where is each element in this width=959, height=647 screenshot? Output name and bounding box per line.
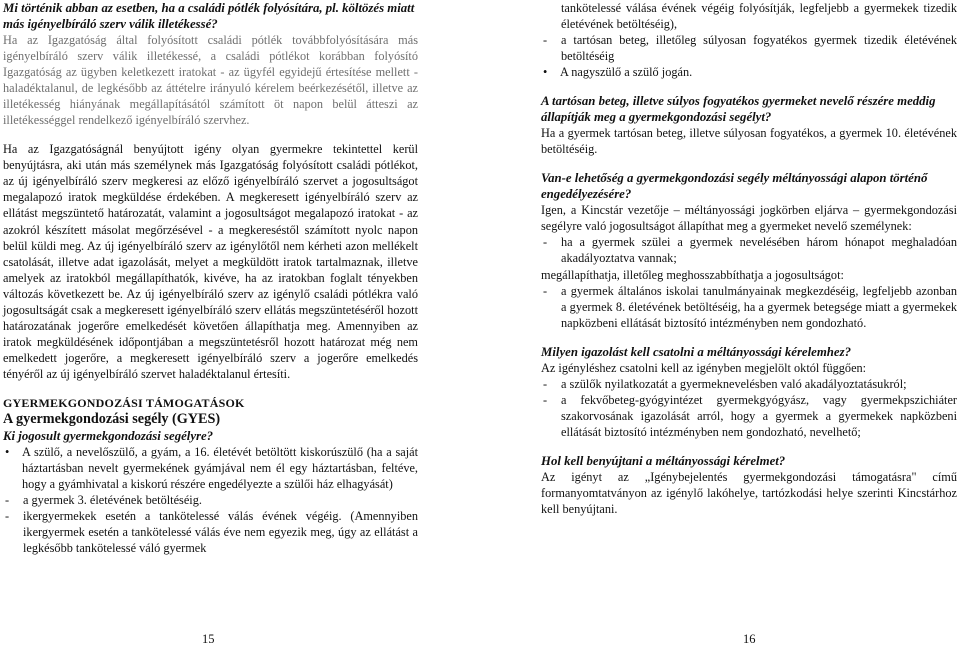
question-heading-eligibility: Ki jogosult gyermekgondozási segélyre? [3, 428, 214, 443]
dash-marker: - [543, 392, 548, 407]
list-item-text: a gyermek 3. életévének betöltéséig. [23, 493, 202, 508]
right-page-column [541, 0, 957, 517]
list-item-text: a fekvőbeteg-gyógyintézet gyermekgyógyász, vagy gyermekpszichiáter szakorvosának igazolását arról, hogy a gyermek a gyermekek napközbeni ellátását biztosító intézményben nem gondozható, nevelhető; [561, 392, 957, 439]
page-number-left: 15 [202, 632, 215, 646]
page-number-right: 16 [743, 632, 756, 646]
question-heading-certificate: Milyen igazolást kell csatolni a méltányossági kérelemhez? [541, 344, 851, 359]
list-item [541, 32, 957, 64]
paragraph-transfer: Ha az Igazgatóság által folyósított családi pótlék továbbfolyósítására más igényelbíráló szerv válik illetékessé, a családi pótlékot korábban folyósító Igazgatóság az ügyben keletkezett iratokat - az ügyfél egyidejű értesítése mellett - haladéktalanul, de legkésőbb az áttételre irányuló kérelem beérkezésétől, illetve az illetékesség hiányának megállapításától számított öt napon belül átteszi az illetékességgel rendelkező igényelbíráló szervhez. [3, 33, 418, 128]
bullet-marker: • [543, 65, 548, 80]
list-item [3, 508, 418, 556]
bullet-marker: • [5, 444, 10, 459]
list-item [541, 392, 957, 440]
list-item-text: a tartósan beteg, illetőleg súlyosan fogyatékos gyermek tizedik életévének betöltéséig [561, 33, 957, 64]
paragraph-extend: megállapíthatja, illetőleg meghosszabbíthatja a jogosultságot: [541, 267, 844, 282]
question-heading-equity: Van-e lehetőség a gyermekgondozási segély méltányossági alapon történő engedélyezésére? [541, 171, 928, 202]
section-heading: GYERMEKGONDOZÁSI TÁMOGATÁSOK [3, 395, 245, 410]
dash-marker: - [5, 493, 10, 508]
list-item [541, 234, 957, 266]
list-item-text: A szülő, a nevelőszülő, a gyám, a 16. életévét betöltött kiskorúszülő (ha a saját háztartásban nevelt gyermekének gyámjával nem él egy háztartásban, feltéve, hogy a gyámhivatal a kiskorú részére engedélyezte a szülői ház elhagyását) [22, 444, 418, 492]
dash-marker: - [543, 283, 548, 298]
paragraph-new-claim: Ha az Igazgatóságnál benyújtott igény olyan gyermekre tekintettel kerül benyújtásra, aki után más személynek más Igazgatóság folyósított családi pótlékot, az új igényelbíráló szerv megkeresi az előző igényelbíráló szervet a jogosultságot megalapozó iratok megküldése érdekében. A megkeresett igényelbíráló szerv az ellátást megszüntető határozatát, valamint a jogosultságot megalapozó iratokat - az azokról készített másolat megőrzésével - a megkereséstől számított nyolc napon belül küldi meg. Az új igényelbíráló szerv az igénylőtől nem kérheti azon mellékelt csatolását, illetve adat igazolását, melyet a megküldött iratok tartalmaznak, illetve amelyek az iratokból megállapíthatók, kivéve, ha az iratokban foglalt tényekben változás következett be. Az új igényelbíráló szerv az igénylő családi pótlékra való jogosultságát csak a megkeresett igényelbíráló szerv ellátás megszüntetéséről hozott határozatának jogerőre emelkedését követően állapíthatja meg. Amennyiben az iratok megküldésének időpontjában a megszüntetésről hozott határozat még nem emelkedett jogerőre, a megkeresett igényelbíráló szerv a jogerőre emelkedés tényéről az új igényelbíráló szervet haladéktalanul értesíti. [3, 142, 418, 381]
question-heading-relocation: Mi történik abban az esetben, ha a családi pótlék folyósítára, pl. költözés miatt más igényelbíráló szerv válik illetékessé? [3, 1, 415, 31]
paragraph-attach: Az igényléshez csatolni kell az igényben megjelölt októl függően: [541, 360, 867, 375]
question-heading-submit: Hol kell benyújtani a méltányossági kérelmet? [541, 453, 786, 468]
list-item-text: ha a gyermek szülei a gyermek nevelésében három hónapot meghaladóan akadályoztatva vannak; [561, 235, 957, 266]
list-item [541, 64, 957, 80]
list-item-text: ikergyermekek esetén a tankötelessé válás évének végéig. (Amennyiben ikergyermek esetén a tankötelessé válás éve nem egyezik meg, úgy az ellátást a legkésőbb tankötelessé váló gyermek [23, 509, 418, 556]
list-item [3, 444, 418, 492]
paragraph-equity-answer: Igen, a Kincstár vezetője – méltányossági jogkörben eljárva – gyermekgondozási segélyre való jogosultságot állapíthat meg a gyermeket nevelő személynek: [541, 203, 957, 234]
list-item [3, 492, 418, 508]
dash-marker: - [543, 376, 548, 391]
list-item-text: A nagyszülő a szülő jogán. [560, 65, 693, 80]
dash-marker: - [543, 235, 548, 250]
paragraph-chronic-answer: Ha a gyermek tartósan beteg, illetve súlyosan fogyatékos, a gyermek 10. életévének betöltéséig. [541, 126, 957, 157]
subsection-heading: A gyermekgondozási segély (GYES) [3, 410, 221, 427]
list-item-continuation [541, 0, 957, 32]
dash-marker: - [5, 509, 10, 524]
question-heading-chronic: A tartósan beteg, illetve súlyos fogyatékos gyermeket nevelő részére meddig állapítják meg a gyermekgondozási segélyt? [541, 94, 936, 125]
list-item [541, 283, 957, 331]
dash-marker: - [543, 33, 548, 48]
list-item [541, 376, 957, 392]
list-item-text: tankötelessé válása évének végéig folyósítják, legfeljebb a gyermekek tizedik életévének betöltéséig), [561, 1, 957, 32]
list-item-text: a szülők nyilatkozatát a gyermeknevelésben való akadályoztatásukról; [561, 376, 907, 391]
paragraph-submit: Az igényt az „Igénybejelentés gyermekgondozási támogatásra" című formanyomtatványon az igénylő lakóhelye, tartózkodási helye szerinti Kincstárhoz kell benyújtani. [541, 469, 957, 517]
left-page-column [3, 0, 418, 556]
list-item-text: a gyermek általános iskolai tanulmányainak megkezdéséig, legfeljebb azonban a gyermek 8. életévének betöltéséig, ha a gyermek betegsége miatt a gyermekek napközbeni ellátását biztosító intézményben nem gondozható. [561, 283, 957, 330]
